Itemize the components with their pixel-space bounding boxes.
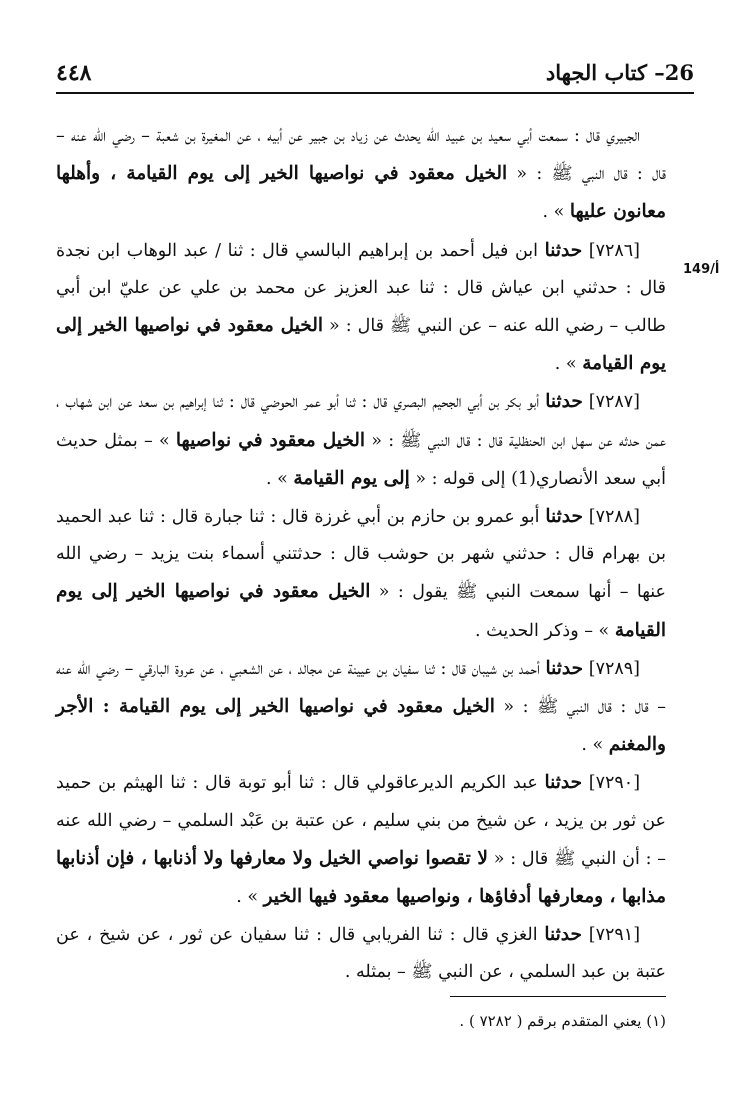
paragraph-text: [٧٢٨٩] bbox=[583, 658, 640, 679]
emphasized-text: حدثنا bbox=[545, 657, 584, 679]
paragraph-text: أبو عمرو بن حازم بن أبي غرزة قال : ثنا جبارة قال : ثنا عبد الحميد بن بهرام قال : حدثني شهر بن حوشب قال : حدثتني أسماء بنت يزيد – رضي الله عنها – أنها سمعت النبي ﷺ يقول : « bbox=[56, 507, 666, 603]
paragraph-text: » – بمثل حديث أبي سعد الأنصاري(1) إلى قوله : « bbox=[56, 430, 666, 489]
hadith-paragraph bbox=[56, 764, 666, 916]
paragraph-text: » . bbox=[236, 887, 264, 908]
emphasized-text: إلى يوم القيامة bbox=[293, 467, 410, 489]
emphasized-text: حدثنا bbox=[545, 391, 583, 413]
emphasized-text: حدثنا bbox=[544, 239, 583, 261]
paragraph-text: الجبيري قال : سمعت أبي سعيد بن عبيد الله يحدث عن زياد بن جبير عن أبيه ، عن المغيرة بن شعبة – رضي الله عنه – قال : قال النبي ﷺ : « bbox=[56, 126, 667, 185]
paragraph-text: » – وذكر الحديث . bbox=[475, 620, 615, 641]
emphasized-text: الخيل معقود في نواصيها الخير إلى يوم القيامة : الأجر والمغنم bbox=[56, 696, 666, 756]
emphasized-text: الخيل معقود في نواصيها الخير إلى يوم القيامة ، وأهلها معانون عليها bbox=[56, 163, 666, 223]
hadith-paragraph bbox=[56, 916, 666, 991]
emphasized-text: حدثنا bbox=[544, 772, 583, 794]
paragraph-text: » . bbox=[542, 202, 570, 223]
emphasized-text: الخيل معقود في نواصيها الخير إلى يوم القيامة bbox=[56, 315, 666, 375]
footnote: (١) يعني المتقدم برقم ( ٧٢٨٢ ) . bbox=[459, 1012, 666, 1030]
emphasized-text: الخيل معقود في نواصيها الخير إلى يوم القيامة bbox=[56, 581, 666, 641]
paragraph-text: [٧٢٨٨] bbox=[582, 507, 640, 528]
hadith-paragraph bbox=[56, 383, 666, 498]
paragraph-text: ابن فيل أحمد بن إبراهيم البالسي قال : ثنا / عبد الوهاب ابن نجدة قال : حدثني ابن عياش قال : ثنا عبد العزيز عن محمد بن علي عن عليّ ابن أبي طالب – رضي الله عنه – عن النبي ﷺ قال : « bbox=[56, 240, 666, 337]
paragraph-text: [٧٢٨٧] bbox=[582, 392, 640, 413]
paragraph-text: أحمد بن شيبان قال : ثنا سفيان بن عيينة عن مجالد ، عن الشعبي ، عن عروة البارقي – رضي الله عنه – قال : قال النبي ﷺ : « bbox=[56, 658, 666, 718]
manuscript-folio-ref: 149/أ bbox=[683, 262, 720, 277]
paragraph-text: [٧٢٩٠] bbox=[582, 773, 641, 794]
paragraph-text: الغزي قال : ثنا الفريابي قال : ثنا سفيان عن ثور ، عن شيخ ، عن عتبة بن عبد السلمي ، عن النبي ﷺ – بمثله . bbox=[56, 925, 666, 983]
paragraph-text: [٧٢٨٦] bbox=[582, 240, 640, 261]
header-rule bbox=[56, 92, 694, 94]
paragraph-text: » . bbox=[554, 354, 583, 375]
paragraph-text: » . bbox=[581, 735, 609, 756]
page-header bbox=[56, 58, 694, 94]
hadith-paragraph bbox=[56, 650, 666, 765]
paragraph-text: أبو بكر بن أبي الجحيم البصري قال : ثنا أبو عمر الحوضي قال : ثنا إبراهيم بن سعد عن ابن شهاب ، عمن حدثه عن سهل ابن الحنظلية قال : قال النبي ﷺ : « bbox=[56, 392, 667, 451]
hadith-body bbox=[56, 118, 666, 992]
page-number: ٤٤٨ bbox=[56, 60, 92, 86]
emphasized-text: لا تقصوا نواصي الخيل ولا معارفها ولا أذنابها ، فإن أذنابها مذابها ، ومعارفها أدفاؤها ، ونواصيها معقود فيها الخير bbox=[56, 847, 666, 908]
emphasized-text: حدثنا bbox=[544, 924, 582, 946]
emphasized-text: الخيل معقود في نواصيها bbox=[175, 429, 366, 451]
hadith-paragraph bbox=[56, 118, 666, 232]
paragraph-text: » . bbox=[265, 468, 294, 489]
emphasized-text: حدثنا bbox=[545, 506, 583, 528]
hadith-paragraph bbox=[56, 498, 666, 650]
paragraph-text: عبد الكريم الديرعاقولي قال : ثنا أبو توبة قال : ثنا الهيثم بن حميد عن ثور بن يزيد ، عن شيخ من بني سليم ، عن عتبة بن عَبْد السلمي – رضي الله عنه – : أن النبي ﷺ قال : « bbox=[56, 773, 667, 869]
chapter-title: 26– كتاب الجهاد bbox=[545, 60, 694, 85]
hadith-paragraph bbox=[56, 232, 666, 384]
paragraph-text: [٧٢٩١] bbox=[581, 925, 641, 946]
footnote-rule bbox=[450, 996, 666, 997]
